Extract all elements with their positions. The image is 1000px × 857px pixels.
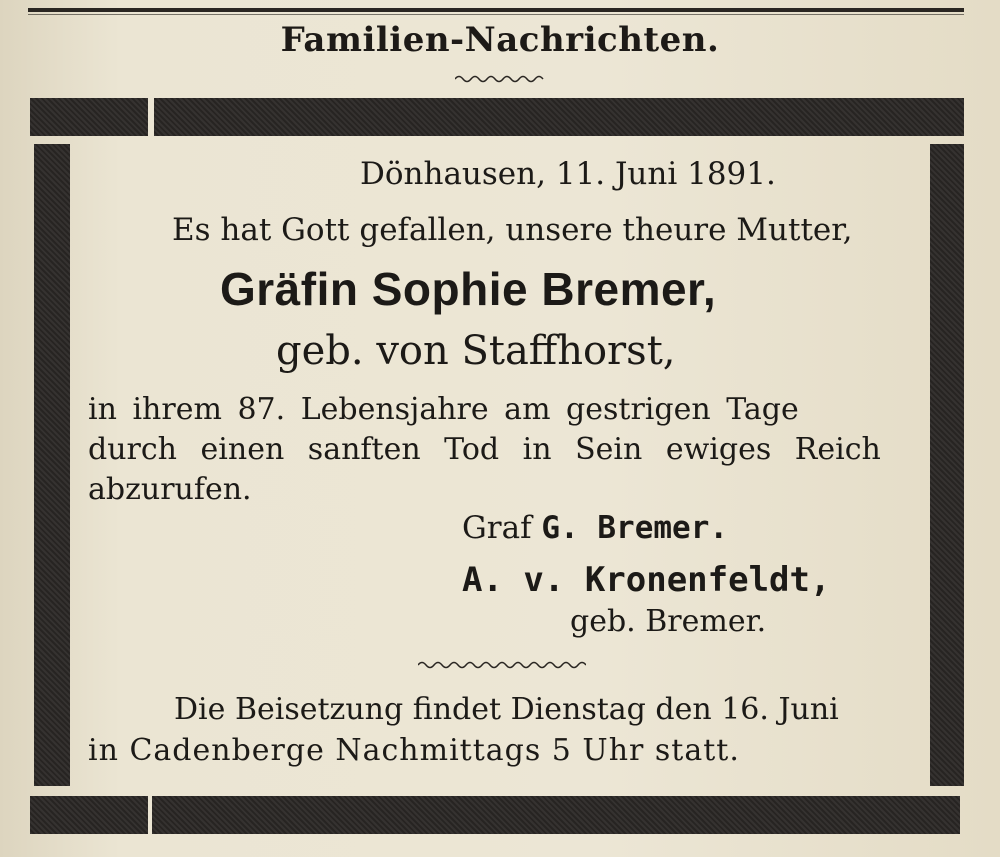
border-top-left [30, 98, 148, 136]
border-bottom [152, 796, 960, 834]
deceased-name: Gräfin Sophie Bremer, [220, 263, 717, 315]
top-rule [28, 8, 964, 12]
body-line: abzurufen. [88, 472, 252, 507]
signature-1-prefix: Graf [462, 510, 532, 546]
divider-ornament [418, 660, 586, 670]
heading-ornament [455, 74, 545, 84]
border-left [34, 144, 70, 786]
signature-1-name: G. Bremer. [541, 510, 729, 546]
funeral-line: Die Beisetzung findet Dienstag den 16. Juni [174, 692, 839, 727]
signature-3: geb. Bremer. [570, 604, 767, 639]
signature-2: A. v. Kronenfeldt, [462, 560, 831, 600]
section-heading: Familien-Nachrichten. [280, 20, 720, 60]
border-bottom-left [30, 796, 148, 834]
body-line: in ihrem 87. Lebensjahre am gestrigen Tage [88, 392, 799, 427]
top-rule-thin [28, 14, 964, 15]
notice-date: Dönhausen, 11. Juni 1891. [360, 156, 776, 192]
signature-1 [462, 510, 728, 546]
funeral-line: in Cadenberge Nachmittags 5 Uhr statt. [88, 733, 740, 768]
body-line: durch einen sanften Tod in Sein ewiges Reich [88, 432, 881, 467]
border-top [154, 98, 964, 136]
birth-name: geb. von Staffhorst, [276, 328, 676, 374]
notice-opening-line: Es hat Gott gefallen, unsere theure Mutter, [172, 212, 853, 248]
border-right [930, 144, 964, 786]
